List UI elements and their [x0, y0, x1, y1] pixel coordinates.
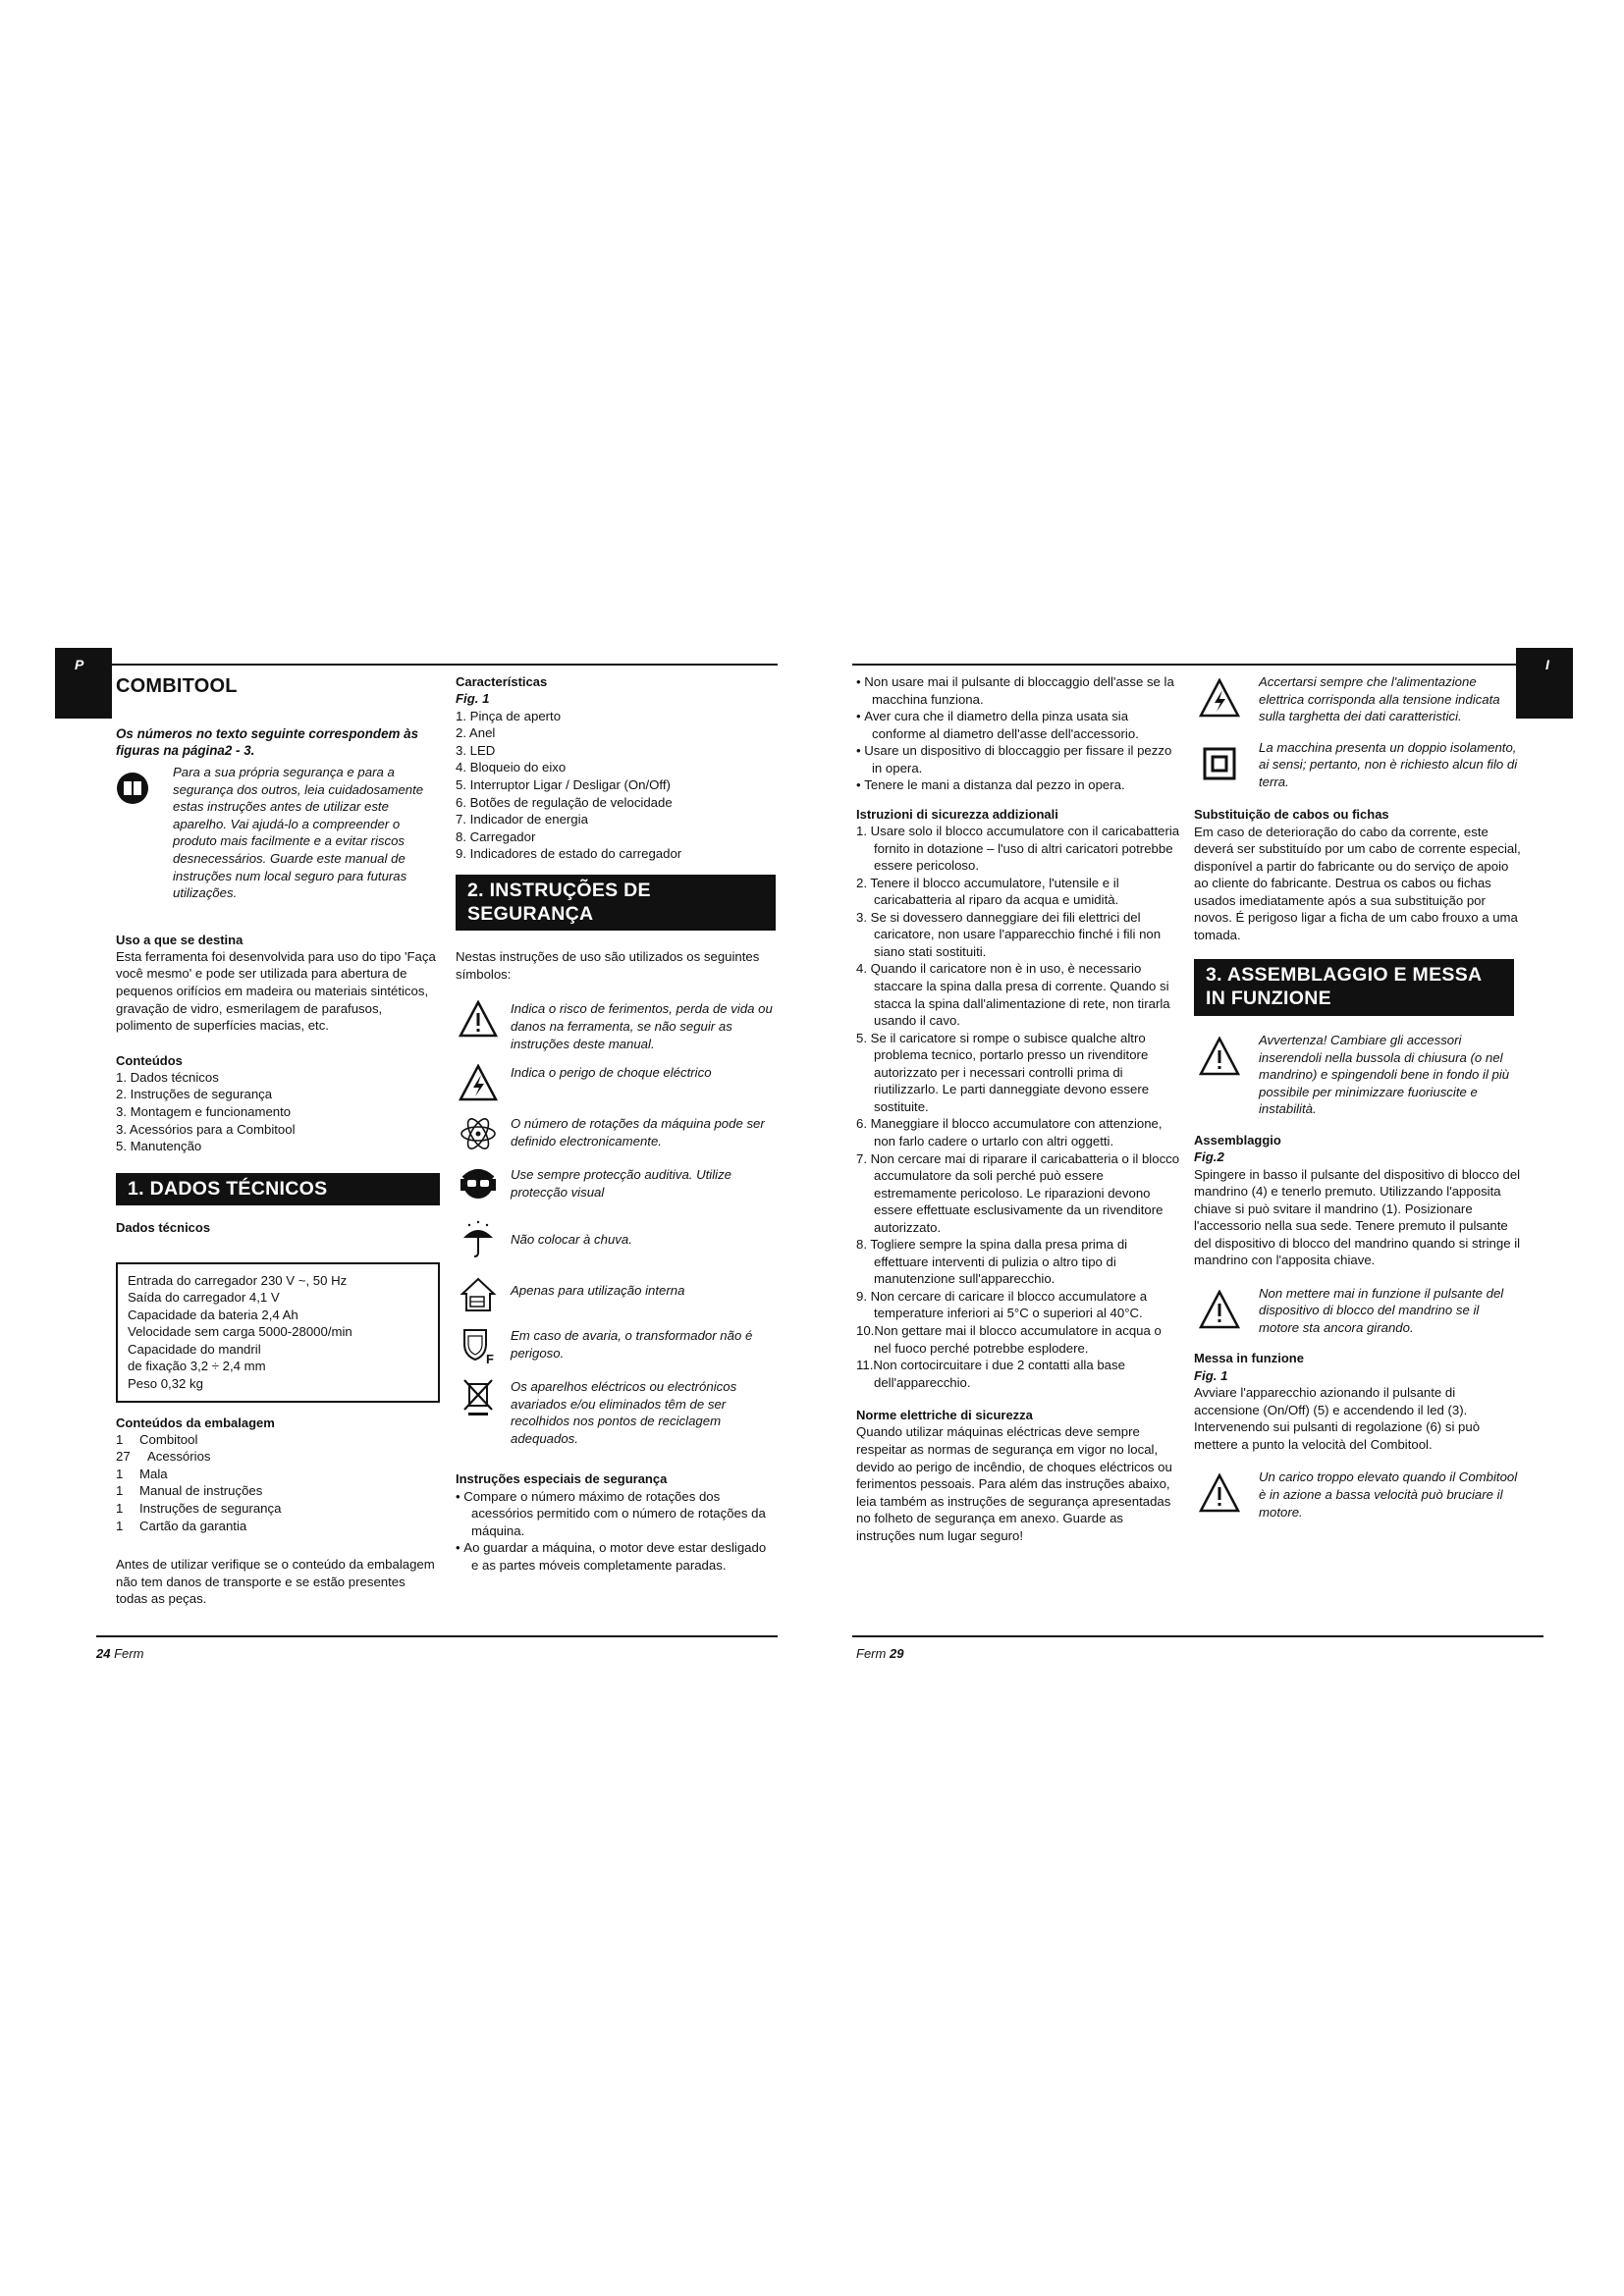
feature-item: 6. Botões de regulação de velocidade	[456, 794, 673, 810]
symbol-text: O número de rotações da máquina pode ser definido electronicamente.	[511, 1116, 765, 1148]
left-top-rule	[55, 664, 778, 666]
symbol-text: Indica o perigo de choque eléctrico	[511, 1065, 712, 1081]
overload-warning	[1194, 1468, 1522, 1521]
manual-notice-text: Para a sua própria segurança e para a segurança dos outros, leia cuidadosamente estas instruções antes de utilizar este aparelho. Vai ajudá-lo a compreender o produto mais facilmente e a evitar riscos desnecessários. Guarde este manual de instruções num local seguro para futuras utilizações.	[173, 765, 424, 901]
additional-safety-item: 11.Non cortocircuitare i due 2 contatti alla base dell'apparecchio.	[856, 1358, 1125, 1390]
tech-data-line: Capacidade da bateria 2,4 Ah	[128, 1307, 298, 1322]
additional-safety-item: 4. Quando il caricatore non è in uso, è necessario staccare la spina dalla presa di corrente. Quando si stacca la spina dall'alimentazione di rete, non tirarla usando il cavo.	[856, 961, 1170, 1029]
features-list	[456, 708, 776, 863]
read-manual-notice	[116, 764, 440, 901]
additional-safety-item: 3. Se si dovessero danneggiare dei fili elettrici del caricatore, non usare l'apparecchio finché i fili non siano stati sostituiti.	[856, 909, 1162, 959]
special-safety-item: • Ao guardar a máquina, o motor deve estar desligado e as partes móveis completamente paradas.	[456, 1540, 767, 1573]
warning-triangle-icon	[1194, 1468, 1245, 1518]
intended-use-heading: Uso a que se destina	[116, 932, 244, 947]
double-insulation-notice	[1194, 739, 1522, 791]
features-heading: Características	[456, 674, 548, 689]
symbol-row	[456, 1325, 776, 1366]
warning-triangle-icon	[1194, 1285, 1245, 1334]
additional-safety-item: 2. Tenere il blocco accumulatore, l'utensile e il caricabatteria al riparo da acqua e umidità.	[856, 875, 1119, 908]
double-insulation-icon	[1194, 739, 1245, 788]
figure-reference-note: Os números no texto seguinte correspondem às figuras na página2 - 3.	[116, 725, 419, 759]
symbol-text: Apenas para utilização interna	[511, 1283, 685, 1299]
ear-eye-protection-icon	[456, 1164, 501, 1205]
electric-shock-icon	[456, 1062, 501, 1103]
symbol-row	[456, 1113, 776, 1154]
feature-item: 7. Indicador de energia	[456, 812, 588, 828]
package-item: 27 Acessórios	[116, 1449, 211, 1465]
feature-item: 3. LED	[456, 742, 496, 758]
check-package-text: Antes de utilizar verifique se o conteúdo da embalagem não tem danos de transporte e se estão presentes todas as peças.	[116, 1557, 435, 1607]
cable-replacement-text: Em caso de deterioração do cabo da corrente, este deverá ser substituído por um cabo de corrente especial, disponível a partir do fabricante ou do serviço de apoio ao cliente do fabricante. Destrua os cabos ou fichas usados imediatamente após a sua substituição por novos. É perigoso ligar a ficha de um cabo frouxo a uma tomada.	[1194, 824, 1521, 942]
bullet-item: • Non usare mai il pulsante di bloccaggio dell'asse se la macchina funziona.	[856, 674, 1174, 707]
additional-safety-item: 7. Non cercare mai di riparare il caricabatteria o il blocco accumulatore da soli perché può essere estremamente pericoloso. Le riparazioni devono essere effettuate esclusivamente da un rivenditore autorizzato.	[856, 1150, 1180, 1235]
warning-triangle-icon	[1194, 1032, 1245, 1081]
features-fig-ref: Fig. 1	[456, 691, 490, 707]
warning-triangle-icon	[456, 998, 501, 1040]
symbol-row	[456, 1219, 776, 1260]
package-item: 1 Cartão da garantia	[116, 1518, 247, 1533]
right-top-rule	[852, 664, 1573, 666]
tech-data-box	[116, 1262, 440, 1403]
additional-safety-item: 10.Non gettare mai il blocco accumulatore in acqua o nel fuoco perché potrebbe esplodere.	[856, 1322, 1162, 1356]
symbol-text: Os aparelhos eléctricos ou electrónicos avariados e/ou eliminados têm de ser recolhidos nos pontos de reciclagem adequados.	[511, 1379, 737, 1446]
symbols-intro: Nestas instruções de uso são utilizados os seguintes símbolos:	[456, 949, 760, 982]
additional-safety-item: 5. Se il caricatore si rompe o subisce qualche altro problema tecnico, portarlo presso un rivenditore autorizzato per i necessari controlli prima di riutilizzarlo. Le parti danneggiate devono essere sostituite.	[856, 1030, 1150, 1114]
contents-item: 3. Montagem e funcionamento	[116, 1104, 292, 1120]
svg-text:F: F	[486, 1352, 494, 1366]
package-item: 1 Combitool	[116, 1431, 198, 1447]
tech-data-heading: Dados técnicos	[116, 1220, 211, 1236]
cable-replacement-heading: Substituição de cabos ou fichas	[1194, 807, 1389, 823]
left-column-1	[116, 673, 440, 1608]
assembly-heading: Assemblaggio	[1194, 1132, 1281, 1148]
contents-item: 1. Dados técnicos	[116, 1069, 219, 1085]
indoor-use-icon	[456, 1274, 501, 1315]
contents-item: 5. Manutenção	[116, 1139, 202, 1154]
left-bottom-rule	[96, 1635, 778, 1637]
symbol-row	[456, 1164, 776, 1205]
symbol-text: Indica o risco de ferimentos, perda de vida ou danos na ferramenta, se não seguir as instruções deste manual.	[511, 1001, 773, 1051]
operation-heading: Messa in funzione	[1194, 1351, 1304, 1366]
right-bottom-rule	[852, 1635, 1543, 1637]
feature-item: 5. Interruptor Ligar / Desligar (On/Off)	[456, 777, 671, 793]
spindle-lock-warning	[1194, 1285, 1522, 1337]
package-item: 1 Instruções de segurança	[116, 1501, 282, 1517]
special-safety-heading: Instruções especiais de segurança	[456, 1471, 668, 1487]
tech-data-line: Velocidade sem carga 5000-28000/min	[128, 1324, 352, 1340]
additional-safety-item: 9. Non cercare di caricare il blocco accumulatore a temperature inferiori ai 5°C o superiori al 40°C.	[856, 1288, 1148, 1321]
symbol-text: Não colocar à chuva.	[511, 1232, 632, 1248]
symbol-text: Use sempre protecção auditiva. Utilize protecção visual	[511, 1167, 732, 1200]
voltage-notice-text: Accertarsi sempre che l'alimentazione elettrica corrisponda alla tensione indicata sulla targhetta dei dati caratteristici.	[1259, 674, 1500, 724]
accessory-warning	[1194, 1032, 1522, 1118]
no-rain-icon	[456, 1219, 501, 1260]
right-column-2	[1194, 673, 1522, 1521]
package-item: 1 Mala	[116, 1466, 168, 1481]
operation-text: Avviare l'apparecchio azionando il pulsante di accensione (On/Off) (5) e accendendo il led (3). Intervenendo sui pulsanti di regolazione (6) si può mettere a punto la velocità del Combitool.	[1194, 1385, 1481, 1452]
overload-warning-text: Un carico troppo elevato quando il Combitool è in azione a bassa velocità può bruciare il motore.	[1259, 1469, 1518, 1520]
footer-brand: Ferm	[856, 1646, 887, 1661]
feature-item: 2. Anel	[456, 725, 496, 741]
tech-data-line: de fixação 3,2 ÷ 2,4 mm	[128, 1359, 266, 1374]
footer-brand: Ferm	[114, 1646, 144, 1661]
electric-shock-icon	[1194, 673, 1245, 722]
special-safety-list	[456, 1488, 776, 1575]
bullet-item: • Tenere le mani a distanza dal pezzo in opera.	[856, 777, 1125, 793]
double-insulation-text: La macchina presenta un doppio isolamento, ai sensi; pertanto, non è richiesto alcun filo di terra.	[1259, 739, 1518, 789]
section-3-banner: 3. ASSEMBLAGGIO E MESSA IN FUNZIONE	[1194, 959, 1514, 1016]
symbol-row	[456, 1062, 776, 1103]
accessory-warning-text: Avvertenza! Cambiare gli accessori inserendoli nella bussola di chiusura (o nel mandrino) e spingendoli bene in fondo il più possibile per minimizzare fuoriuscite e instabilità.	[1259, 1032, 1510, 1117]
package-contents-heading: Conteúdos da embalagem	[116, 1415, 275, 1430]
electrical-safety-heading: Norme elettriche di sicurezza	[856, 1408, 1033, 1423]
top-bullet-list	[856, 673, 1182, 794]
left-column-2	[456, 673, 776, 1574]
page-number: 24	[96, 1646, 111, 1661]
additional-safety-list	[856, 823, 1182, 1391]
safety-transformer-icon	[456, 1325, 501, 1366]
contents-list	[116, 1069, 440, 1155]
feature-item: 9. Indicadores de estado do carregador	[456, 846, 682, 862]
intended-use-text: Esta ferramenta foi desenvolvida para uso do tipo 'Faça você mesmo' e pode ser utilizada para abertura de pequenos orifícios em madeira ou materiais sintéticos, gravação de vidro, esmerilagem de parafusos, polimento de superfícies macias, etc.	[116, 948, 436, 1034]
left-footer	[96, 1645, 143, 1662]
tech-data-line: Saída do carregador 4,1 V	[128, 1290, 280, 1306]
symbol-row	[456, 1274, 776, 1315]
book-icon	[116, 764, 159, 901]
bullet-item: • Aver cura che il diametro della pinza usata sia conforme al diametro dell'asse dell'accessorio.	[856, 709, 1139, 741]
right-column-1	[856, 673, 1182, 1544]
additional-safety-item: 8. Togliere sempre la spina dalla presa prima di effettuare interventi di pulizia o altro tipo di manutenzione sull'apparecchio.	[856, 1237, 1128, 1287]
contents-heading: Conteúdos	[116, 1052, 183, 1068]
voltage-notice	[1194, 673, 1522, 725]
additional-safety-item: 6. Maneggiare il blocco accumulatore con attenzione, non farlo cadere o urtarlo con altri oggetti.	[856, 1116, 1163, 1148]
package-item: 1 Manual de instruções	[116, 1483, 263, 1499]
symbol-text: Em caso de avaria, o transformador não é perigoso.	[511, 1328, 753, 1361]
additional-safety-item: 1. Usare solo il blocco accumulatore con il caricabatteria fornito in dotazione – l'uso di altri caricatori potrebbe essere pericoloso.	[856, 824, 1180, 874]
assembly-text: Spingere in basso il pulsante del dispositivo di blocco del mandrino (4) e tenerlo premuto. Utilizzando l'apposita chiave si può svitare il mandrino (1). Posizionare l'accessorio nella sua sede. Tenere premuto il pulsante del dispositivo di blocco del mandrino quando si stringe il mandrino con l'apposita chiave.	[1194, 1166, 1521, 1268]
spindle-lock-warning-text: Non mettere mai in funzione il pulsante del dispositivo di blocco del mandrino se il motore sta ancora girando.	[1259, 1285, 1504, 1335]
bullet-item: • Usare un dispositivo di bloccaggio per fissare il pezzo in opera.	[856, 743, 1172, 775]
symbol-row	[456, 998, 776, 1052]
right-footer	[856, 1645, 903, 1662]
tech-data-line: Entrada do carregador 230 V ~, 50 Hz	[128, 1272, 348, 1288]
section-2-banner: 2. INSTRUÇÕES DE SEGURANÇA	[456, 875, 776, 932]
additional-safety-heading: Istruzioni di sicurezza addizionali	[856, 806, 1058, 822]
feature-item: 1. Pinça de aperto	[456, 708, 562, 723]
assembly-fig-ref: Fig.2	[1194, 1148, 1224, 1164]
special-safety-item: • Compare o número máximo de rotações dos acessórios permitido com o número de rotações da máquina.	[456, 1488, 766, 1538]
left-language-tab: P	[55, 648, 112, 719]
contents-item: 3. Acessórios para a Combitool	[116, 1121, 296, 1137]
symbol-row	[456, 1376, 776, 1447]
section-1-banner: 1. DADOS TÉCNICOS	[116, 1173, 440, 1206]
electrical-safety-text: Quando utilizar máquinas eléctricas deve sempre respeitar as normas de segurança em vigor no local, devido ao perigo de incêndio, de choques eléctricos ou ferimentos pessoais. Para além das instruções abaixo, leia também as instruções de segurança apresentadas no folheto de segurança em anexo. Guarde as instruções num lugar seguro!	[856, 1424, 1172, 1543]
page-title: COMBITOOL	[116, 675, 238, 697]
right-language-tab: I	[1516, 648, 1573, 719]
page-number: 29	[889, 1646, 904, 1661]
weee-bin-icon	[456, 1376, 501, 1417]
feature-item: 4. Bloqueio do eixo	[456, 760, 567, 775]
feature-item: 8. Carregador	[456, 828, 536, 844]
contents-item: 2. Instruções de segurança	[116, 1087, 273, 1102]
operation-fig-ref: Fig. 1	[1194, 1367, 1228, 1383]
tech-data-line: Peso 0,32 kg	[128, 1376, 203, 1391]
electronic-speed-icon	[456, 1113, 501, 1154]
tech-data-line: Capacidade do mandril	[128, 1341, 261, 1357]
package-contents-list	[116, 1431, 440, 1534]
